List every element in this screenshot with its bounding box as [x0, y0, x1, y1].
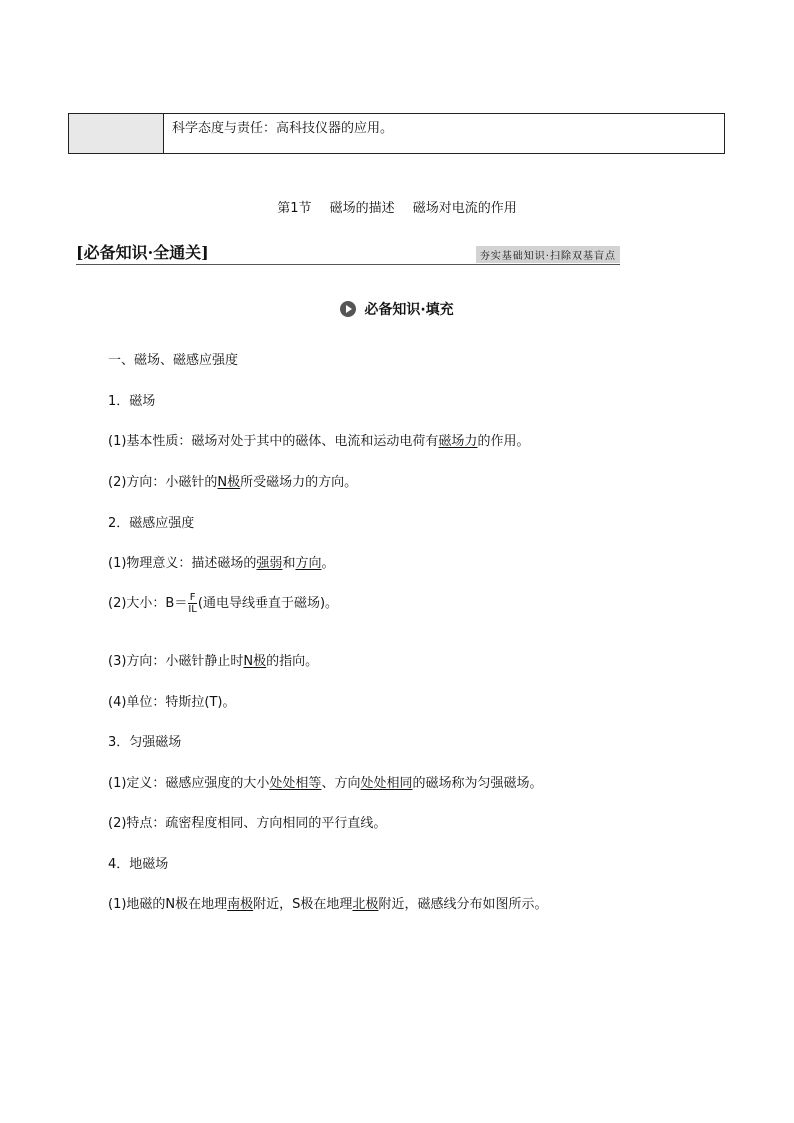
- blank-answer: 处处相等: [269, 776, 322, 791]
- section-number: 第1节: [277, 201, 312, 216]
- knowledge-banner: [76, 240, 620, 265]
- item-2-4: (4)单位：特斯拉(T)。: [108, 695, 236, 710]
- item-3-2: (2)特点：疏密程度相同、方向相同的平行直线。: [108, 816, 387, 831]
- blank-answer: 处处相同: [360, 776, 413, 791]
- blank-answer: 强弱: [256, 556, 283, 571]
- section-title-part1: 磁场的描述: [329, 201, 395, 216]
- blank-answer: N极: [217, 475, 241, 490]
- blank-answer: 北极: [352, 897, 379, 912]
- item-1-2: (2)方向：小磁针的N极所受磁场力的方向。: [108, 475, 358, 490]
- sub-heading: [0, 299, 794, 319]
- subsection-1: 1．磁场: [108, 394, 156, 409]
- item-4-1: (1)地磁的N极在地理南极附近，S极在地理北极附近，磁感线分布如图所示。: [108, 897, 548, 912]
- blank-answer: 方向: [295, 556, 322, 571]
- subsection-4: 4．地磁场: [108, 857, 169, 872]
- section-title-part2: 磁场对电流的作用: [412, 201, 517, 216]
- item-2-1: (1)物理意义：描述磁场的强弱和方向。: [108, 556, 335, 571]
- item-2-2: (2)大小：B＝ $\frac{F}{IL}$ (通电导线垂直于磁场)。: [108, 592, 339, 615]
- play-circle-icon: [340, 301, 356, 317]
- objectives-table: [68, 113, 725, 154]
- table-label-cell: [69, 114, 164, 153]
- banner-tagline: 夯实基础知识·扫除双基盲点: [476, 246, 620, 263]
- table-content-cell: 科学态度与责任：高科技仪器的应用。: [172, 121, 394, 136]
- heading-magnetic-field: 一、磁场、磁感应强度: [108, 353, 239, 368]
- fraction-formula: $\frac{F}{IL}$: [188, 592, 197, 615]
- banner-title: [必备知识·全通关]: [76, 243, 209, 262]
- item-1-1: (1)基本性质：磁场对处于其中的磁体、电流和运动电荷有磁场力的作用。: [108, 434, 530, 449]
- blank-answer: 南极: [227, 897, 254, 912]
- item-3-1: (1)定义：磁感应强度的大小处处相等、方向处处相同的磁场称为匀强磁场。: [108, 776, 543, 791]
- section-title: [0, 197, 794, 216]
- subsection-3: 3．匀强磁场: [108, 735, 182, 750]
- blank-answer: 磁场力: [438, 434, 478, 449]
- blank-answer: N极: [243, 654, 267, 669]
- item-2-3: (3)方向：小磁针静止时N极的指向。: [108, 654, 319, 669]
- subsection-2: 2．磁感应强度: [108, 516, 195, 531]
- sub-heading-text: 必备知识·填充: [364, 302, 454, 318]
